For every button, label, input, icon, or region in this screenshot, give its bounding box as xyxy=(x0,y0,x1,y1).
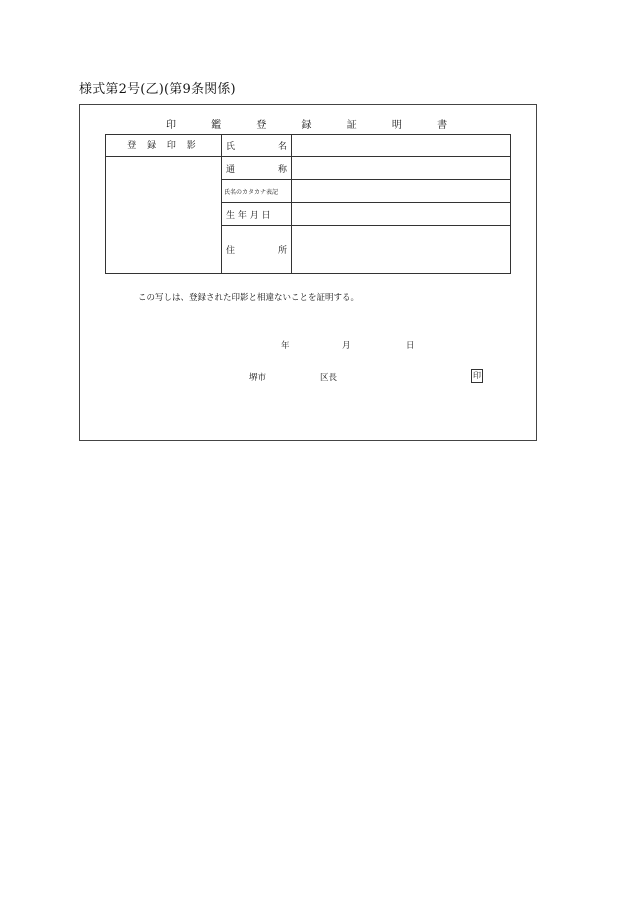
birth-date-value xyxy=(292,203,510,226)
label-column xyxy=(222,135,292,273)
city-name: 堺市 xyxy=(249,373,267,383)
address-value xyxy=(292,226,510,273)
name-label-char-1: 氏 xyxy=(226,142,236,152)
date-month: 月 xyxy=(342,341,351,351)
seal-header: 登 録 印 影 xyxy=(106,135,221,157)
form-number-label: 様式第2号(乙)(第9条関係) xyxy=(79,82,236,97)
title-char: 登 xyxy=(256,120,270,131)
title-char: 証 xyxy=(346,120,360,131)
registration-table xyxy=(105,134,511,274)
katakana-name-label-text: 氏名のカタカナ表記 xyxy=(224,188,279,196)
name-label-char-2: 名 xyxy=(277,142,287,152)
title-char: 印 xyxy=(165,120,179,131)
title-char: 鑑 xyxy=(211,120,225,131)
address-label xyxy=(222,226,291,273)
value-column xyxy=(292,135,510,273)
name-label xyxy=(222,135,291,157)
name-value xyxy=(292,135,510,157)
katakana-name-label xyxy=(222,180,291,203)
seal-impression-area xyxy=(106,157,221,273)
certificate-frame xyxy=(79,104,537,441)
alias-value xyxy=(292,157,510,180)
date-year: 年 xyxy=(281,341,290,351)
birth-date-label xyxy=(222,203,291,226)
certificate-title xyxy=(80,116,536,131)
title-char: 書 xyxy=(437,120,451,131)
address-label-char-2: 所 xyxy=(277,246,287,256)
ward-head-title: 区長 xyxy=(320,373,338,383)
official-seal-icon: 印 xyxy=(471,369,483,383)
title-char: 明 xyxy=(391,120,405,131)
katakana-name-value xyxy=(292,180,510,203)
birth-date-label-text: 生 年 月 日 xyxy=(226,210,271,221)
address-label-char-1: 住 xyxy=(226,246,236,256)
seal-column xyxy=(106,135,222,273)
certification-statement: この写しは、登録された印影と相違ないことを証明する。 xyxy=(138,293,360,303)
title-char: 録 xyxy=(301,120,315,131)
alias-label-char-1: 通 xyxy=(226,164,236,175)
date-day: 日 xyxy=(406,341,415,351)
alias-label xyxy=(222,157,291,180)
alias-label-char-2: 称 xyxy=(277,164,287,175)
